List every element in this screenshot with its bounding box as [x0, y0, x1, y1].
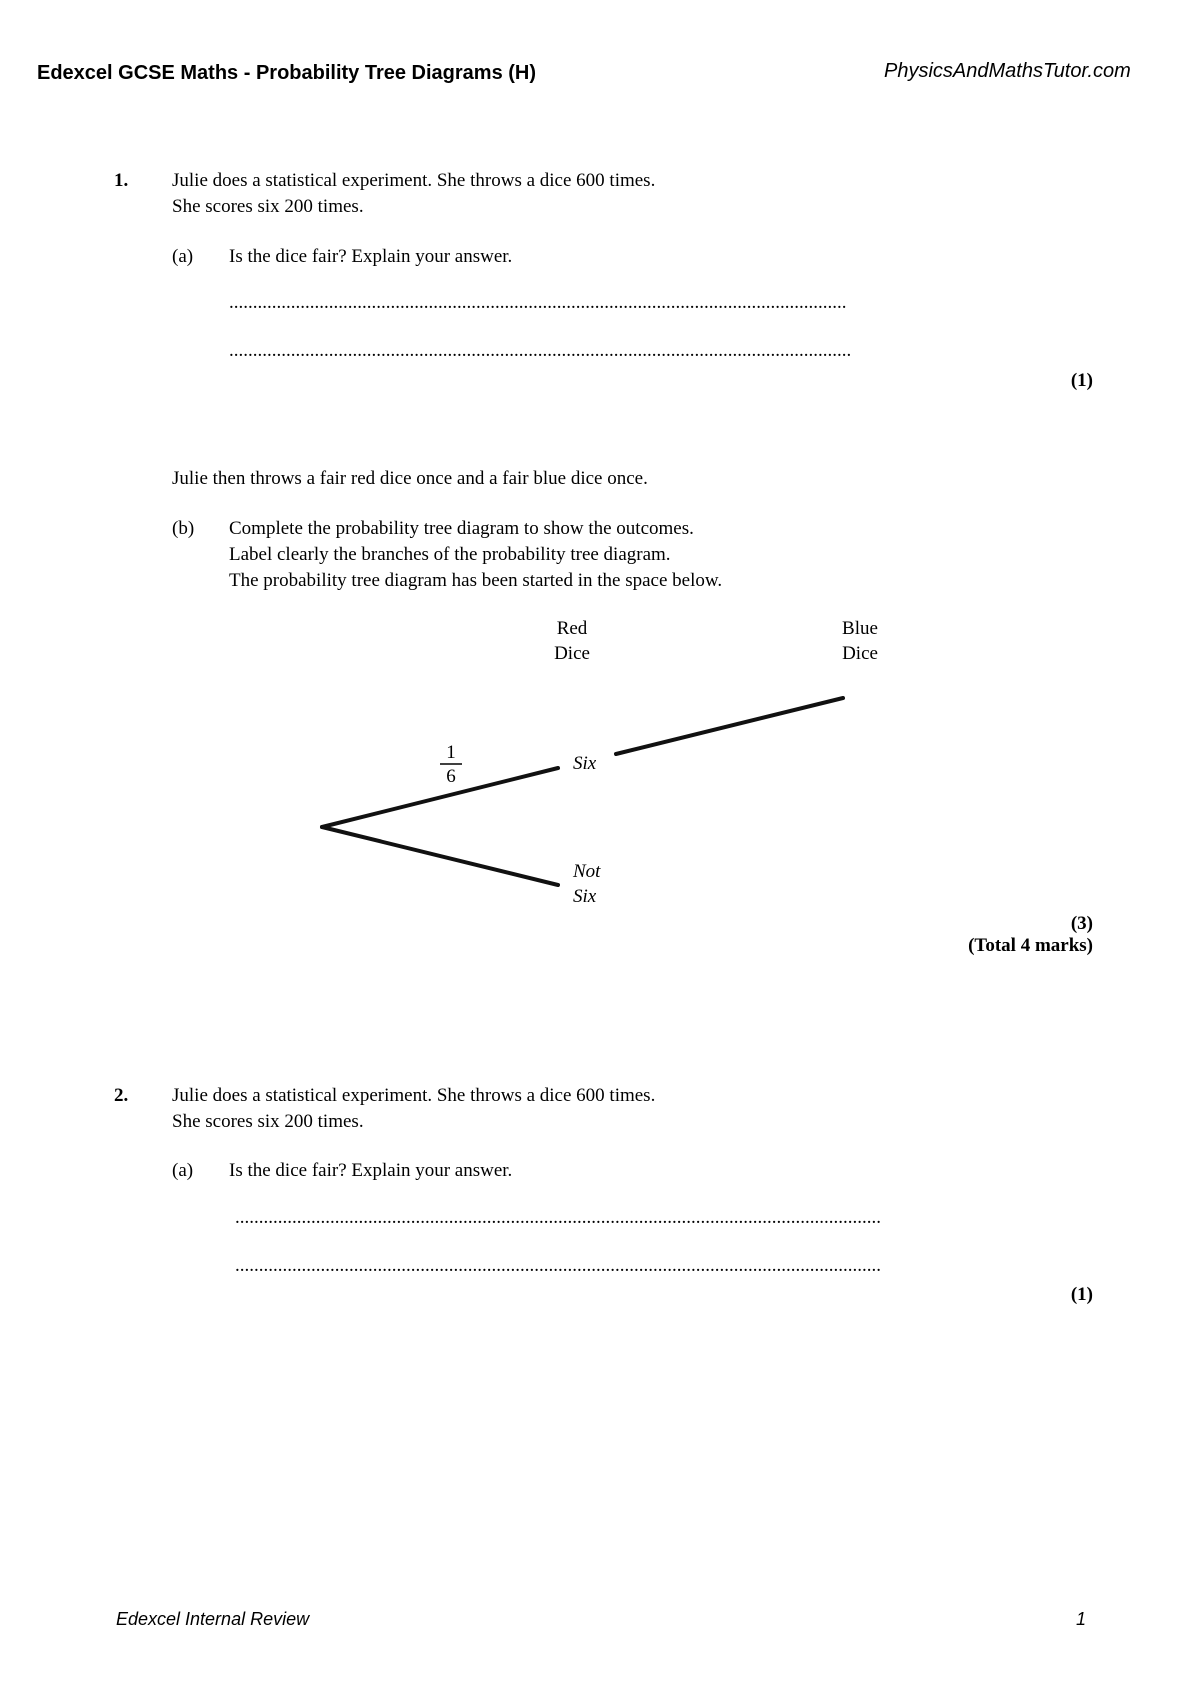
site-name: PhysicsAndMathsTutor.com — [884, 60, 1131, 82]
document-title: Edexcel GCSE Maths - Probability Tree Diagrams (H) — [37, 62, 537, 84]
red-dice-heading-line-2: Dice — [554, 643, 590, 664]
blue-dice-heading-line-2: Dice — [842, 643, 878, 664]
question-1b-label: (b) — [172, 518, 195, 539]
probability-denominator: 6 — [446, 766, 456, 787]
answer-line[interactable]: .................................................................................................................................. — [229, 292, 847, 313]
question-2a-marks: (1) — [1070, 1284, 1093, 1305]
question-1b-marks: (3) — [1070, 913, 1093, 934]
answer-line[interactable]: ................................................................................................................................... — [229, 340, 852, 361]
question-2a-label: (a) — [172, 1160, 194, 1181]
outcome-six-label: Six — [573, 753, 597, 774]
answer-line[interactable]: ........................................................................................................................................ — [235, 1255, 881, 1276]
blue-dice-heading-line-1: Blue — [842, 618, 878, 639]
outcome-not-six-line-1: Not — [573, 861, 601, 882]
question-1a-marks: (1) — [1070, 370, 1093, 391]
probability-numerator: 1 — [446, 742, 456, 763]
red-dice-heading-line-1: Red — [556, 618, 588, 639]
footer-source: Edexcel Internal Review — [116, 1609, 310, 1629]
question-1a-text: Is the dice fair? Explain your answer. — [229, 246, 513, 267]
question-2-intro-line-1: Julie does a statistical experiment. She throws a dice 600 times. — [172, 1085, 656, 1106]
answer-line[interactable]: ........................................................................................................................................ — [235, 1207, 881, 1228]
branch-blue-started — [616, 698, 843, 754]
question-1b-stem: Julie then throws a fair red dice once and a fair blue dice once. — [172, 468, 648, 489]
question-1-intro-line-1: Julie does a statistical experiment. She throws a dice 600 times. — [172, 170, 656, 191]
question-1-number: 1. — [114, 170, 129, 191]
question-1b-line-1: Complete the probability tree diagram to show the outcomes. — [229, 518, 694, 539]
question-2-number: 2. — [114, 1085, 129, 1106]
outcome-not-six-line-2: Six — [573, 886, 597, 907]
question-1a-label: (a) — [172, 246, 194, 267]
question-1-total-marks: (Total 4 marks) — [968, 935, 1093, 956]
question-1b-line-3: The probability tree diagram has been started in the space below. — [229, 570, 723, 591]
question-2a-text: Is the dice fair? Explain your answer. — [229, 1160, 513, 1181]
branch-red-not-six — [322, 827, 558, 885]
question-1-intro-line-2: She scores six 200 times. — [172, 196, 364, 217]
page-number: 1 — [1076, 1609, 1087, 1629]
question-2-intro-line-2: She scores six 200 times. — [172, 1111, 364, 1132]
question-1b-line-2: Label clearly the branches of the probability tree diagram. — [229, 544, 671, 565]
